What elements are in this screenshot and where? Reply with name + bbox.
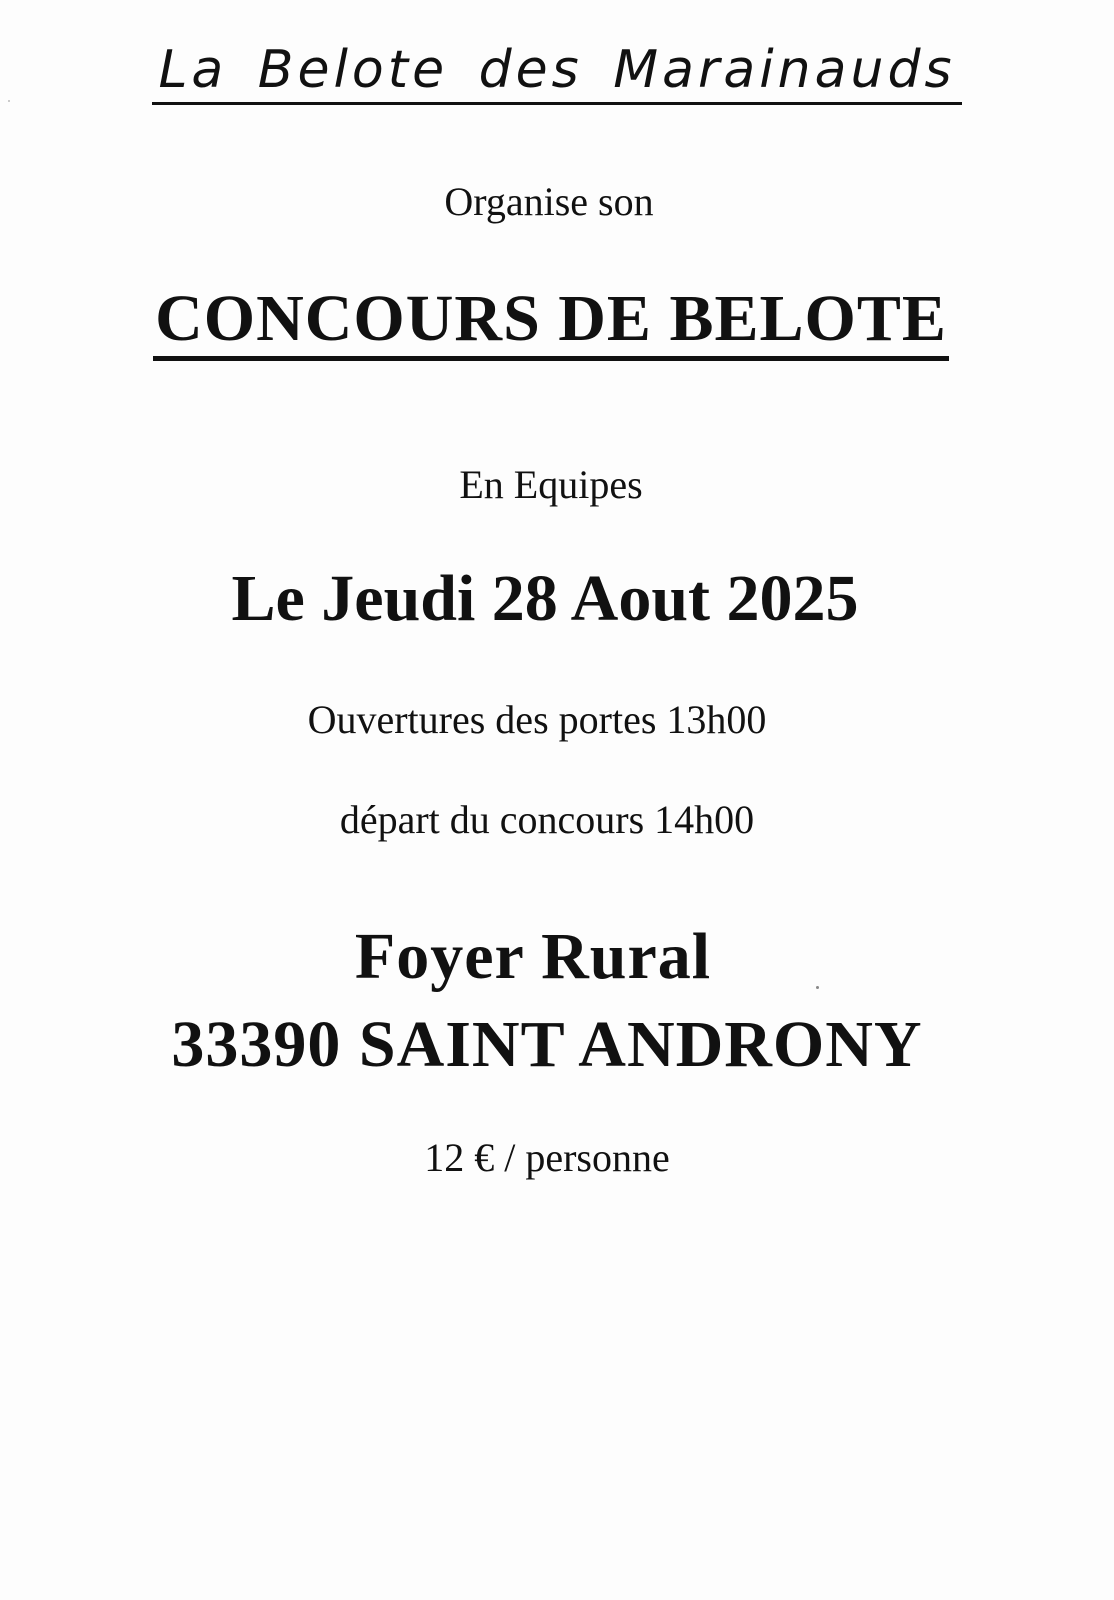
club-name-text: La Belote des Marainauds [152, 44, 961, 105]
event-title-text: CONCOURS DE BELOTE [153, 286, 949, 361]
price-text: 12 € / personne [424, 1135, 670, 1180]
venue-name: Foyer Rural [354, 920, 712, 993]
event-date: Le Jeudi 28 Aout 2025 [231, 562, 859, 635]
start-time: départ du concours 14h00 [339, 797, 755, 842]
scan-speck [8, 100, 10, 102]
event-title [0, 282, 1108, 361]
scan-speck [816, 986, 819, 989]
club-name-heading [0, 40, 1114, 105]
doors-open-time: Ouvertures des portes 13h00 [307, 697, 767, 742]
format-text: En Equipes [459, 462, 643, 507]
intro-text: Organise son [444, 179, 654, 224]
venue-city: 33390 SAINT ANDRONY [171, 1008, 923, 1081]
